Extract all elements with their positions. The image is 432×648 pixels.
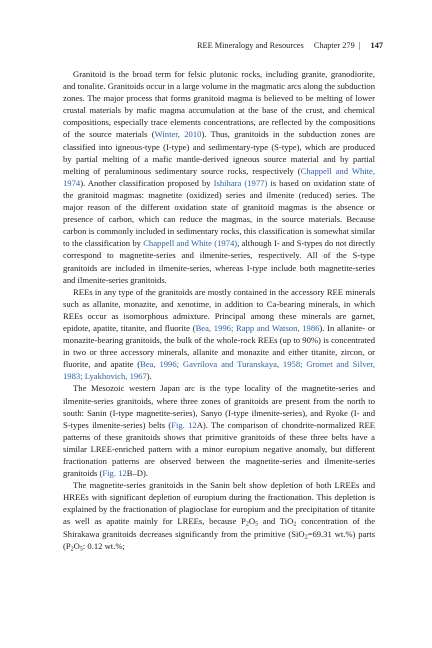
subscript: 2 [70, 546, 74, 553]
running-head-divider: | [358, 41, 361, 50]
citation-link[interactable]: Chappell and White (1974) [143, 238, 238, 249]
running-head-chapter: Chapter [313, 41, 341, 50]
citation-link[interactable]: Chappell and White, 1974 [63, 165, 375, 188]
paragraph-sanin-belt [63, 479, 375, 552]
running-head-title: REE Mineralogy and Resources [197, 41, 304, 50]
page-number: 147 [370, 41, 383, 50]
subscript: 5 [255, 521, 259, 528]
citation-link[interactable]: Bea, 1996; Gavrilova and Turanskaya, 1958; Gromet and Silver, 1983; Lyakhovich, 1967 [63, 359, 375, 382]
text-run: A). The comparison of chondrite-normalized REE patterns of these granitoids shows that primitive granitoids of these three belts have a similar LREE-enriched pattern with a minor europium negative anomaly, but different fractionation patterns are observed between the magnetite-series and ilmenite-series granitoids ( [63, 419, 375, 479]
subscript: 2 [293, 521, 297, 528]
text-run: B–D). [126, 468, 148, 479]
body-text [63, 68, 375, 552]
subscript: 2 [245, 521, 249, 528]
text-run: ). Thus, granitoids in the subduction zones are classified into igneous-type (I-type) and sedimentary-type (S-type), which are produced by partial melting of a mafic mantle-derived igneous source material and by partial melting of peraluminous sedimentary source rocks, respectively ( [63, 129, 376, 176]
text-run: : 0.12 wt.%; [82, 540, 125, 551]
text-run: and TiO [258, 516, 294, 527]
paragraph-granitoid-classification [63, 68, 375, 286]
text-run: is based on oxidation state of the granitoid magmas: magnetite (oxidized) series and ilmenite (reduced) series. The major reason of the different oxidation state of granitoid magmas is the absence or presence of carbon, which can reduce the magmas, in the source materials. Because carbon is commonly included in sedimentary rocks, this classification is somewhat similar to the classification by [63, 177, 375, 249]
subscript: 5 [79, 546, 83, 553]
text-run: concentration of the Shirakawa granitoids decreases significantly from the primitive (SiO [63, 516, 376, 539]
text-run: O [73, 540, 80, 551]
text-run: , although I- and S-types do not directly correspond to magnetite-series and ilmenite-series, respectively. All of the S-type granitoids are included in ilmenite-series, whereas I-type include both magnetite-series and ilmenite-series granitoids. [63, 238, 376, 285]
running-head [197, 41, 383, 50]
paragraph-ree-minerals [63, 286, 375, 383]
citation-link[interactable]: Bea, 1996; Rapp and Watson, 1986 [195, 322, 320, 333]
text-run: ). [146, 371, 152, 382]
text-run: O [248, 516, 256, 527]
running-head-chapter-number: 279 [342, 41, 355, 50]
citation-link[interactable]: Winter, 2010 [154, 129, 202, 140]
text-run: =69.31 wt.%) parts (P [63, 528, 375, 551]
running-head-separator [308, 41, 310, 50]
text-run: The Mesozoic western Japan arc is the type locality of the magnetite-series and ilmenite-series granitoids, where three zones of granitoids are present from the north to south: Sanin (I-type magnetite-series), Sanyo (I-type ilmenite-series), and Ryoke (I- and S-types ilmenite-series) belts ( [63, 383, 375, 430]
figure-link[interactable]: Fig. 12 [102, 468, 127, 479]
figure-link[interactable]: Fig. 12 [171, 419, 197, 430]
text-run: Granitoid is the broad term for felsic plutonic rocks, including granite, granodiorite, and tonalite. Granitoids occur in a large volume in the magmatic arcs along the subduction zones. The major process that forms granitoid magma is believed to be melting of lower crustal materials by mafic magma accumulation at the base of the crust, and chemical compositions, especially trace elements concentrations, are reflected by the compositions of the source materials ( [63, 69, 375, 140]
paragraph-japan-arc [63, 382, 375, 479]
text-run: ). Another classification proposed by [80, 177, 214, 188]
text-run: ). In allanite- or monazite-bearing granitoids, the bulk of the whole-rock REEs (up to 90%) is concentrated in two or three accessory minerals, allanite and monazite and either titanite, zircon, or fluorite, and apatite ( [63, 322, 375, 370]
text-run: REEs in any type of the granitoids are mostly contained in the accessory REE minerals such as allanite, monazite, and xenotime, in addition to Ca-bearing minerals, in which REEs occur as isomorphous admixture. Principal among these minerals are garnet, epidote, apatite, titanite, and fluorite ( [63, 286, 375, 333]
subscript: 2 [304, 534, 308, 541]
text-run: The magnetite-series granitoids in the Sanin belt show depletion of both LREEs and HREEs with significant depletion of europium during the fractionation. This depletion is explained by the fractionation of plagioclase for europium and the precipitation of titanite as well as apatite mainly for LREEs, because P [63, 480, 375, 527]
citation-link[interactable]: Ishihara (1977) [213, 177, 268, 188]
